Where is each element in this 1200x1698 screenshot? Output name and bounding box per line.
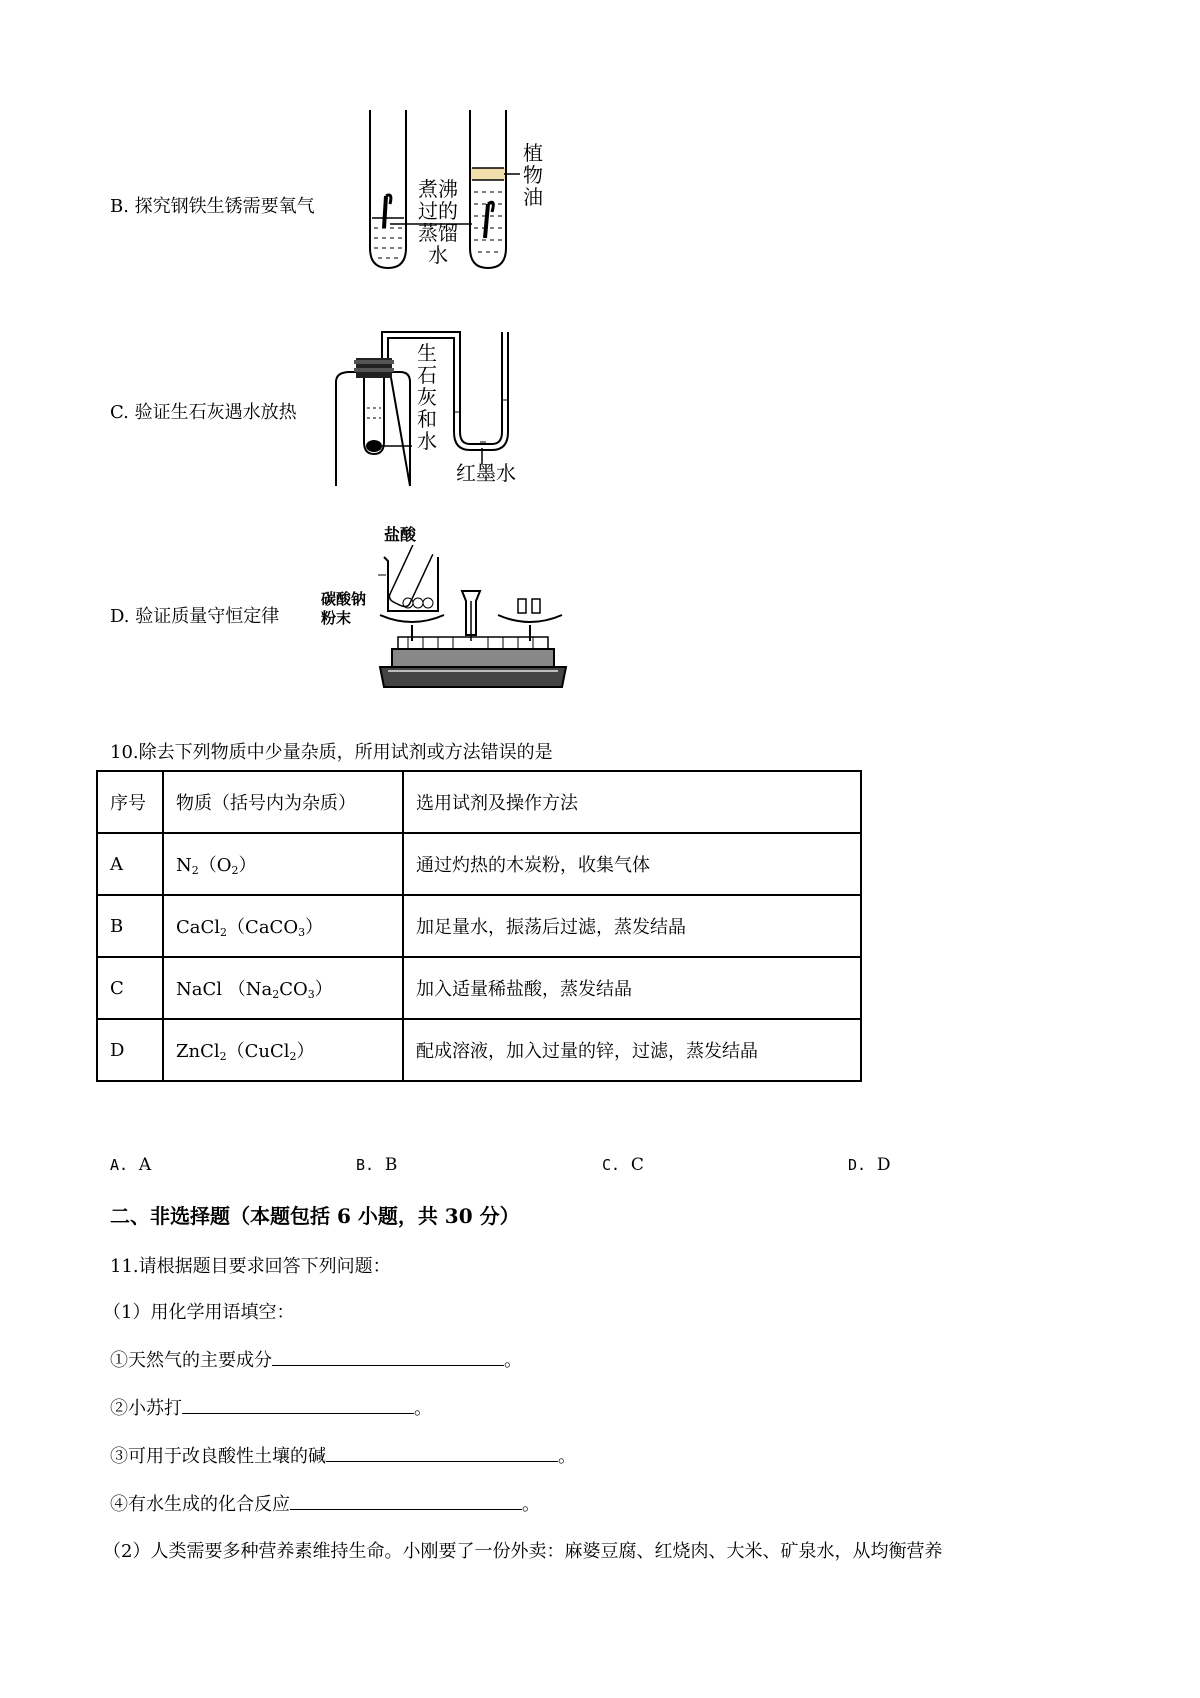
table-row: [97, 833, 861, 895]
option-b-text: B. 探究钢铁生锈需要氧气: [110, 196, 315, 217]
section-2-title: 二、非选择题（本题包括 6 小题，共 30 分）: [110, 1204, 520, 1228]
choice-a: A. A: [110, 1155, 152, 1175]
row-id: A: [97, 833, 163, 895]
row-substance: $N_2(O_2)$: [163, 833, 403, 895]
choice-d: D. D: [848, 1155, 891, 1175]
table-header-row: [97, 771, 861, 833]
row-id: B: [97, 895, 163, 957]
question-10-stem: 10.除去下列物质中少量杂质，所用试剂或方法错误的是: [110, 742, 553, 763]
answer-blank-3[interactable]: [326, 1445, 558, 1462]
boiled-water-label: 煮沸 过的 蒸馏 水: [418, 177, 458, 267]
answer-blank-4[interactable]: [290, 1493, 522, 1510]
option-d-text: D. 验证质量守恒定律: [110, 606, 280, 627]
row-method: 加足量水，振荡后过滤，蒸发结晶: [403, 895, 861, 957]
choice-c: C. C: [602, 1155, 644, 1175]
fill-item-4: ④有水生成的化合反应 。: [110, 1494, 540, 1515]
table-row: [97, 1019, 861, 1081]
red-ink-label: 红墨水: [456, 461, 516, 485]
question-11-part-2: （2）人类需要多种营养素维持生命。小刚要了一份外卖：麻婆豆腐、红烧肉、大米、矿泉水，从均衡营养: [103, 1541, 943, 1562]
header-id: 序号: [97, 771, 163, 833]
table-row: [97, 895, 861, 957]
row-id: D: [97, 1019, 163, 1081]
question-11-part-1: （1）用化学用语填空：: [103, 1302, 295, 1323]
impurity-table: [96, 770, 862, 1082]
balance-experiment-figure: [378, 545, 568, 695]
row-method: 通过灼热的木炭粉，收集气体: [403, 833, 861, 895]
fill-item-1: ①天然气的主要成分 。: [110, 1350, 522, 1371]
row-method: 加入适量稀盐酸，蒸发结晶: [403, 957, 861, 1019]
fill-item-2: ②小苏打 。: [110, 1398, 432, 1419]
row-substance: CaCl$_2$（CaCO$_3$）: [163, 895, 403, 957]
quicklime-water-label: 生 石 灰 和 水: [417, 341, 437, 453]
answer-blank-2[interactable]: [182, 1397, 414, 1414]
question-11-stem: 11.请根据题目要求回答下列问题：: [110, 1256, 391, 1277]
vegetable-oil-label: 植 物 油: [523, 141, 543, 209]
sodium-carbonate-label: 碳酸钠 粉末: [321, 590, 367, 627]
row-method: 配成溶液，加入过量的锌，过滤，蒸发结晶: [403, 1019, 861, 1081]
row-substance: NaCl $(Na_2CO_3)$: [163, 957, 403, 1019]
table-row: [97, 957, 861, 1019]
row-substance: ZnCl$_2$（CuCl$_2$）: [163, 1019, 403, 1081]
answer-blank-1[interactable]: [272, 1349, 504, 1366]
header-substance: 物质（括号内为杂质）: [163, 771, 403, 833]
header-method: 选用试剂及操作方法: [403, 771, 861, 833]
choice-b: B. B: [356, 1155, 398, 1175]
fill-item-3: ③可用于改良酸性土壤的碱 。: [110, 1446, 576, 1467]
hydrochloric-acid-label: 盐酸: [384, 525, 417, 544]
row-id: C: [97, 957, 163, 1019]
quicklime-experiment-figure: [330, 322, 570, 492]
option-c-text: C. 验证生石灰遇水放热: [110, 402, 297, 423]
